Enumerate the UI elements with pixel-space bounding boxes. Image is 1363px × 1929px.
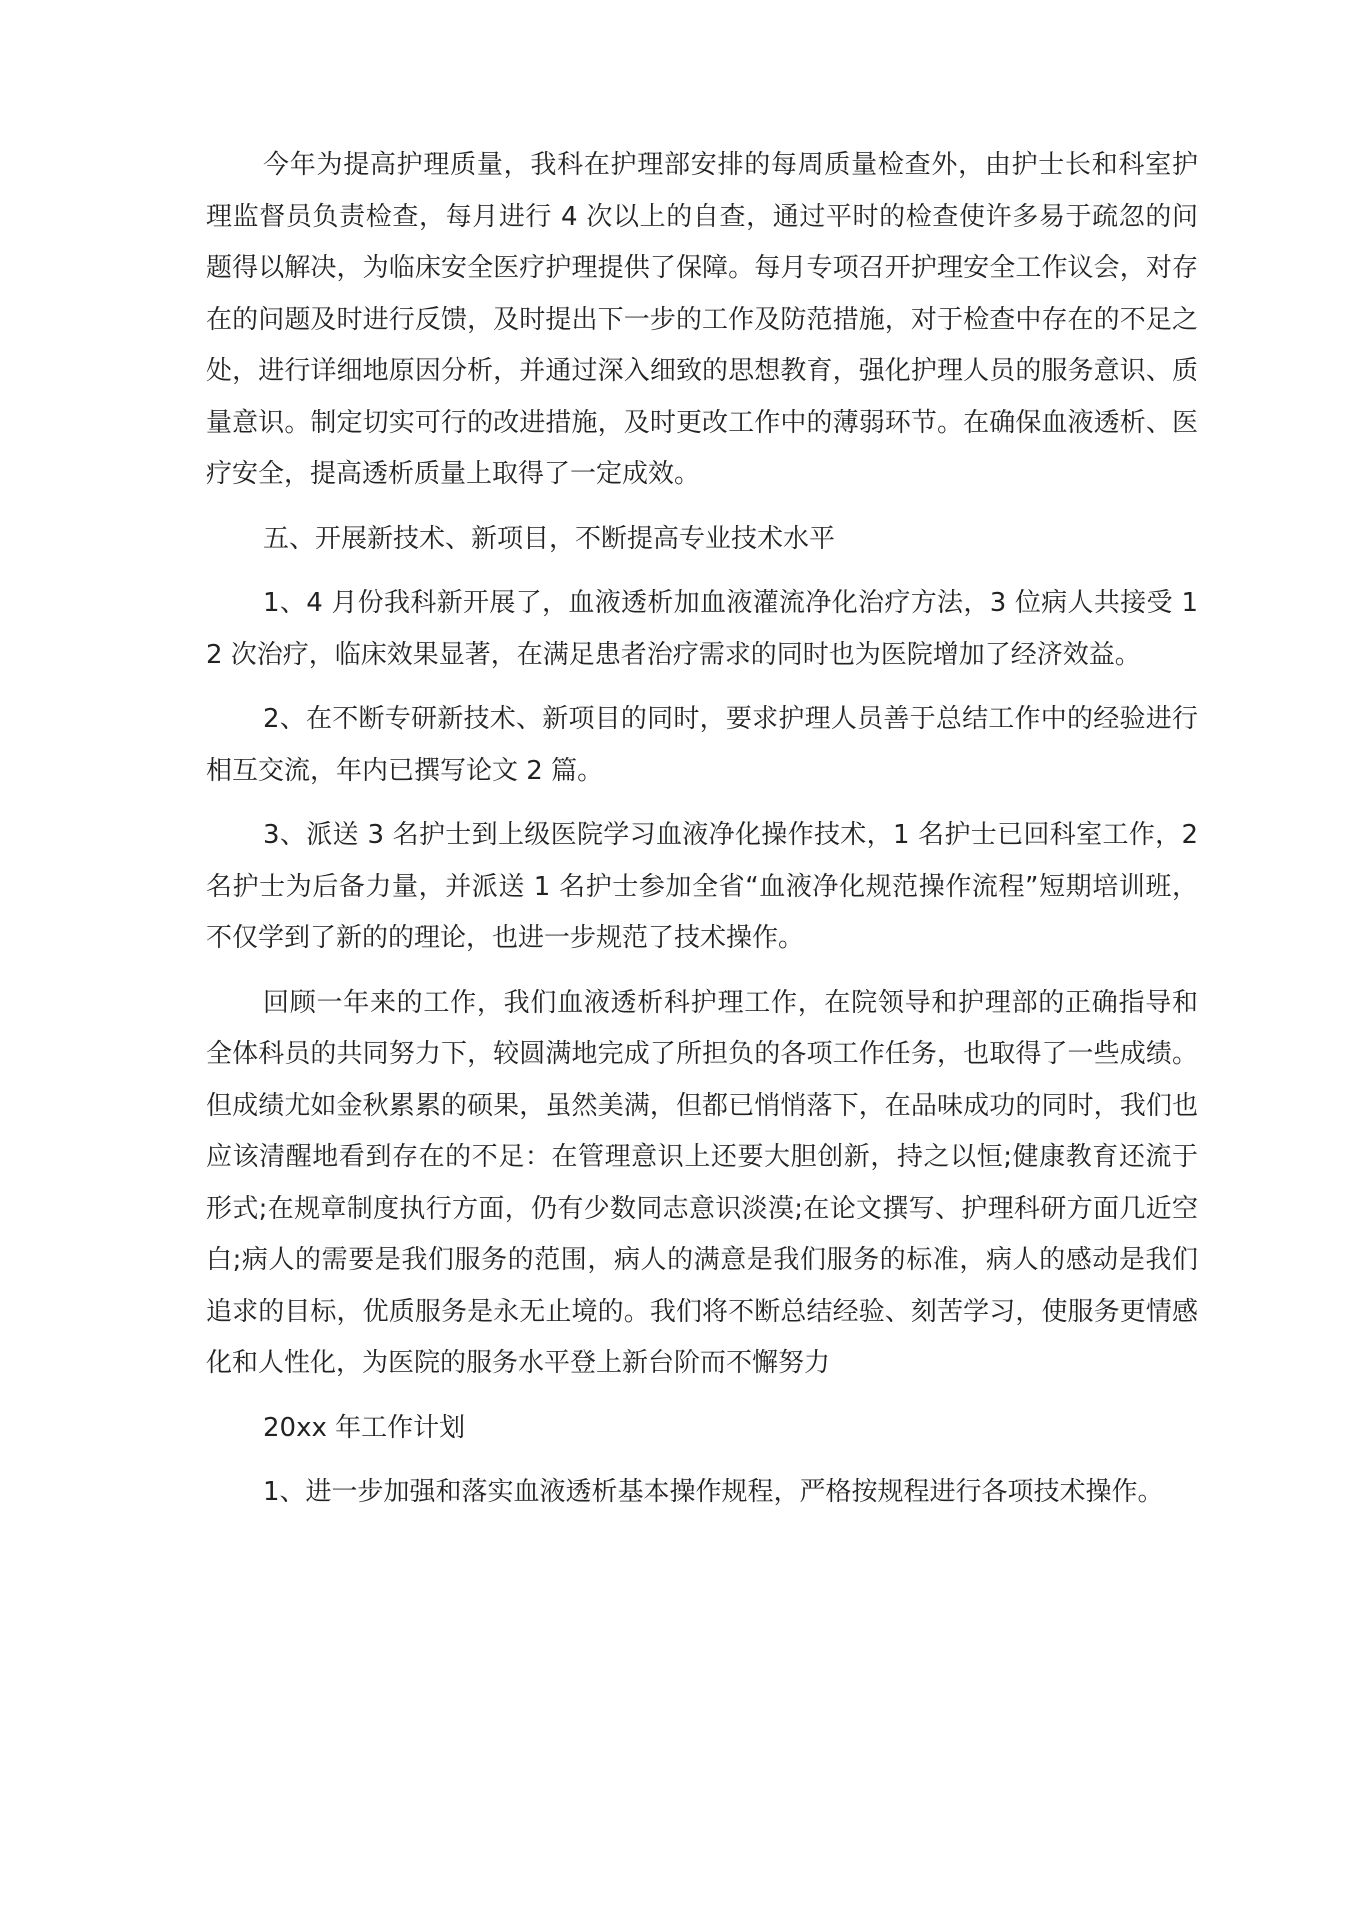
paragraph-item-2-papers: 2、在不断专研新技术、新项目的同时，要求护理人员善于总结工作中的经验进行相互交流，年内已撰写论文 2 篇。 xyxy=(206,704,1198,786)
document-page xyxy=(206,140,1198,1532)
paragraph-year-review: 回顾一年来的工作，我们血液透析科护理工作，在院领导和护理部的正确指导和全体科员的共同努力下，较圆满地完成了所担负的各项工作任务，也取得了一些成绩。但成绩尤如金秋累累的硕果，虽然美满，但都已悄悄落下，在品味成功的同时，我们也应该清醒地看到存在的不足：在管理意识上还要大胆创新，持之以恒;健康教育还流于形式;在规章制度执行方面，仍有少数同志意识淡漠;在论文撰写、护理科研方面几近空白;病人的需要是我们服务的范围，病人的满意是我们服务的标准，病人的感动是我们追求的目标，优质服务是永无止境的。我们将不断总结经验、刻苦学习，使服务更情感化和人性化，为医院的服务水平登上新台阶而不懈努力 xyxy=(206,987,1198,1378)
section-heading-work-plan: 20xx 年工作计划 xyxy=(263,1412,466,1443)
paragraph-plan-item-1: 1、进一步加强和落实血液透析基本操作规程，严格按规程进行各项技术操作。 xyxy=(263,1477,1164,1507)
paragraph-item-1-hemoperfusion: 1、4 月份我科新开展了，血液透析加血液灌流净化治疗方法，3 位病人共接受 12 次治疗，临床效果显著，在满足患者治疗需求的同时也为医院增加了经济效益。 xyxy=(206,588,1198,670)
paragraph-item-3-training: 3、派送 3 名护士到上级医院学习血液净化操作技术，1 名护士已回科室工作，2 名护士为后备力量，并派送 1 名护士参加全省“血液净化规范操作流程”短期培训班，不仅学到了新的的理论，也进一步规范了技术操作。 xyxy=(206,820,1198,953)
paragraph-quality-inspection: 今年为提高护理质量，我科在护理部安排的每周质量检查外，由护士长和科室护理监督员负责检查，每月进行 4 次以上的自查，通过平时的检查使许多易于疏忽的问题得以解决，为临床安全医疗护理提供了保障。每月专项召开护理安全工作议会，对存在的问题及时进行反馈，及时提出下一步的工作及防范措施，对于检查中存在的不足之处，进行详细地原因分析，并通过深入细致的思想教育，强化护理人员的服务意识、质量意识。制定切实可行的改进措施，及时更改工作中的薄弱环节。在确保血液透析、医疗安全，提高透析质量上取得了一定成效。 xyxy=(206,150,1198,489)
section-heading-new-techniques: 五、开展新技术、新项目，不断提高专业技术水平 xyxy=(263,523,836,554)
